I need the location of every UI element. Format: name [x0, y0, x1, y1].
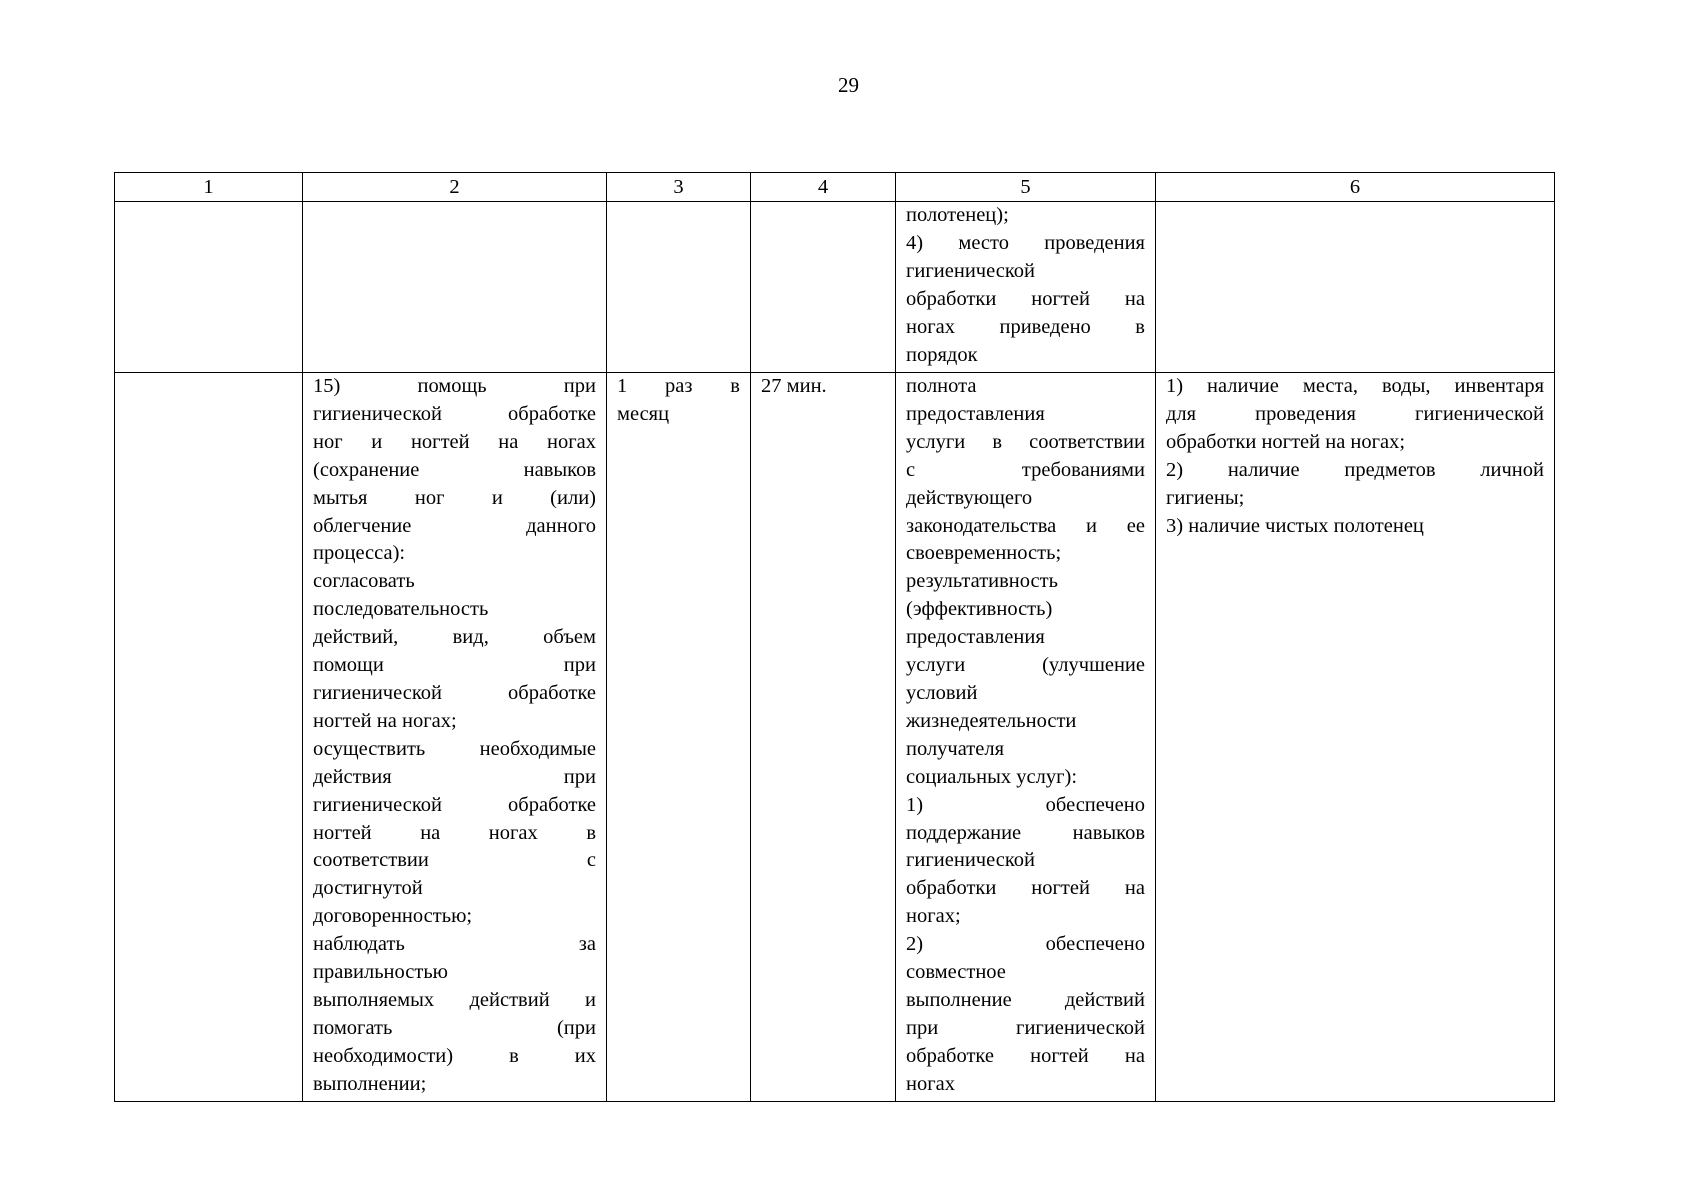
- description-line: наблюдать за: [313, 933, 596, 956]
- service-description-cell: [303, 373, 607, 1102]
- header-col-2: 2: [303, 173, 607, 202]
- description-line: ногтей на ногах;: [313, 709, 457, 732]
- quality-line: жизнедеятельности: [906, 709, 1077, 732]
- conditions-line: 1) наличие места, воды, инвентаря: [1166, 375, 1544, 397]
- cont-col5-line: гигиенической: [906, 259, 1035, 282]
- cont-cell-4: [751, 202, 896, 373]
- cont-cell-3: [607, 202, 751, 373]
- service-row-15: [115, 373, 1555, 1102]
- description-line: договоренностью;: [313, 905, 473, 928]
- cont-col5-line: 4) место проведения: [906, 231, 1145, 254]
- quality-line: полнота: [906, 375, 977, 397]
- quality-line: поддержание навыков: [906, 821, 1145, 844]
- description-line: помощи при: [313, 654, 596, 677]
- description-line: помогать (при: [313, 1016, 596, 1039]
- quality-line: гигиенической: [906, 849, 1035, 872]
- conditions-line: гигиены;: [1166, 486, 1245, 509]
- frequency-line: 1 раз в: [617, 375, 740, 397]
- conditions-line: 3) наличие чистых полотенец: [1166, 514, 1424, 537]
- quality-line: (эффективность): [906, 598, 1053, 621]
- quality-line: действующего: [906, 486, 1033, 509]
- cont-col5-line: порядок: [906, 343, 978, 366]
- description-line: гигиенической обработке: [313, 793, 596, 816]
- frequency-cell: [607, 373, 751, 1102]
- description-line: выполнении;: [313, 1072, 427, 1095]
- quality-line: выполнение действий: [906, 988, 1145, 1011]
- header-col-4: 4: [751, 173, 896, 202]
- quality-line: совместное: [906, 961, 1006, 984]
- description-line: 15) помощь при: [313, 375, 596, 397]
- cont-cell-1: [115, 202, 303, 373]
- quality-line: ногах: [906, 1072, 955, 1095]
- header-row: [115, 173, 1555, 202]
- quality-line: получателя: [906, 737, 1005, 760]
- conditions-line: 2) наличие предметов личной: [1166, 458, 1544, 481]
- quality-line: результативность: [906, 570, 1058, 593]
- quality-indicators-cell: [896, 373, 1156, 1102]
- conditions-line: для проведения гигиенической: [1166, 402, 1544, 425]
- cont-cell-6: [1156, 202, 1555, 373]
- cont-col5-line: ногах приведено в: [906, 315, 1145, 338]
- description-line: действий, вид, объем: [313, 626, 596, 649]
- quality-line: предоставления: [906, 626, 1045, 649]
- quality-line: обработки ногтей на: [906, 877, 1145, 900]
- conditions-cell: [1156, 373, 1555, 1102]
- duration-cell: [751, 373, 896, 1102]
- description-line: (сохранение навыков: [313, 458, 596, 481]
- description-line: выполняемых действий и: [313, 988, 596, 1011]
- cont-cell-2: [303, 202, 607, 373]
- description-line: процесса):: [313, 542, 406, 565]
- description-line: действия при: [313, 765, 596, 788]
- description-line: ногтей на ногах в: [313, 821, 596, 844]
- quality-line: 1) обеспечено: [906, 793, 1145, 816]
- quality-line: при гигиенической: [906, 1016, 1145, 1039]
- cont-col5-line: полотенец);: [906, 204, 1009, 226]
- cont-col5-line: обработки ногтей на: [906, 287, 1145, 310]
- description-line: достигнутой: [313, 877, 423, 900]
- quality-line: ногах;: [906, 905, 961, 928]
- description-line: согласовать: [313, 570, 415, 593]
- quality-line: с требованиями: [906, 458, 1145, 481]
- description-line: ног и ногтей на ногах: [313, 430, 596, 453]
- description-line: необходимости) в их: [313, 1044, 596, 1067]
- description-line: соответствии с: [313, 849, 596, 872]
- quality-line: условий: [906, 681, 978, 704]
- header-col-1: 1: [115, 173, 303, 202]
- description-line: правильностью: [313, 961, 449, 984]
- description-line: осуществить необходимые: [313, 737, 596, 760]
- description-line: облегчение данного: [313, 514, 596, 537]
- quality-line: обработке ногтей на: [906, 1044, 1145, 1067]
- quality-line: социальных услуг):: [906, 765, 1078, 788]
- header-col-5: 5: [896, 173, 1156, 202]
- description-line: последовательность: [313, 598, 489, 621]
- duration-value: 27 мин.: [761, 375, 827, 397]
- quality-line: законодательства и ее: [906, 514, 1145, 537]
- description-line: мытья ног и (или): [313, 486, 596, 509]
- main-cell-1: [115, 373, 303, 1102]
- quality-line: услуги в соответствии: [906, 430, 1145, 453]
- conditions-line: обработки ногтей на ногах;: [1166, 430, 1406, 453]
- cont-cell-5: [896, 202, 1156, 373]
- services-table: [114, 172, 1555, 1102]
- description-line: гигиенической обработке: [313, 402, 596, 425]
- quality-line: услуги (улучшение: [906, 654, 1145, 677]
- quality-line: 2) обеспечено: [906, 933, 1145, 956]
- quality-line: своевременность;: [906, 542, 1062, 565]
- quality-line: предоставления: [906, 402, 1045, 425]
- continuation-row: [115, 202, 1555, 373]
- page-number: 29: [838, 73, 859, 97]
- description-line: гигиенической обработке: [313, 681, 596, 704]
- header-col-3: 3: [607, 173, 751, 202]
- frequency-line: месяц: [617, 402, 670, 425]
- header-col-6: 6: [1156, 173, 1555, 202]
